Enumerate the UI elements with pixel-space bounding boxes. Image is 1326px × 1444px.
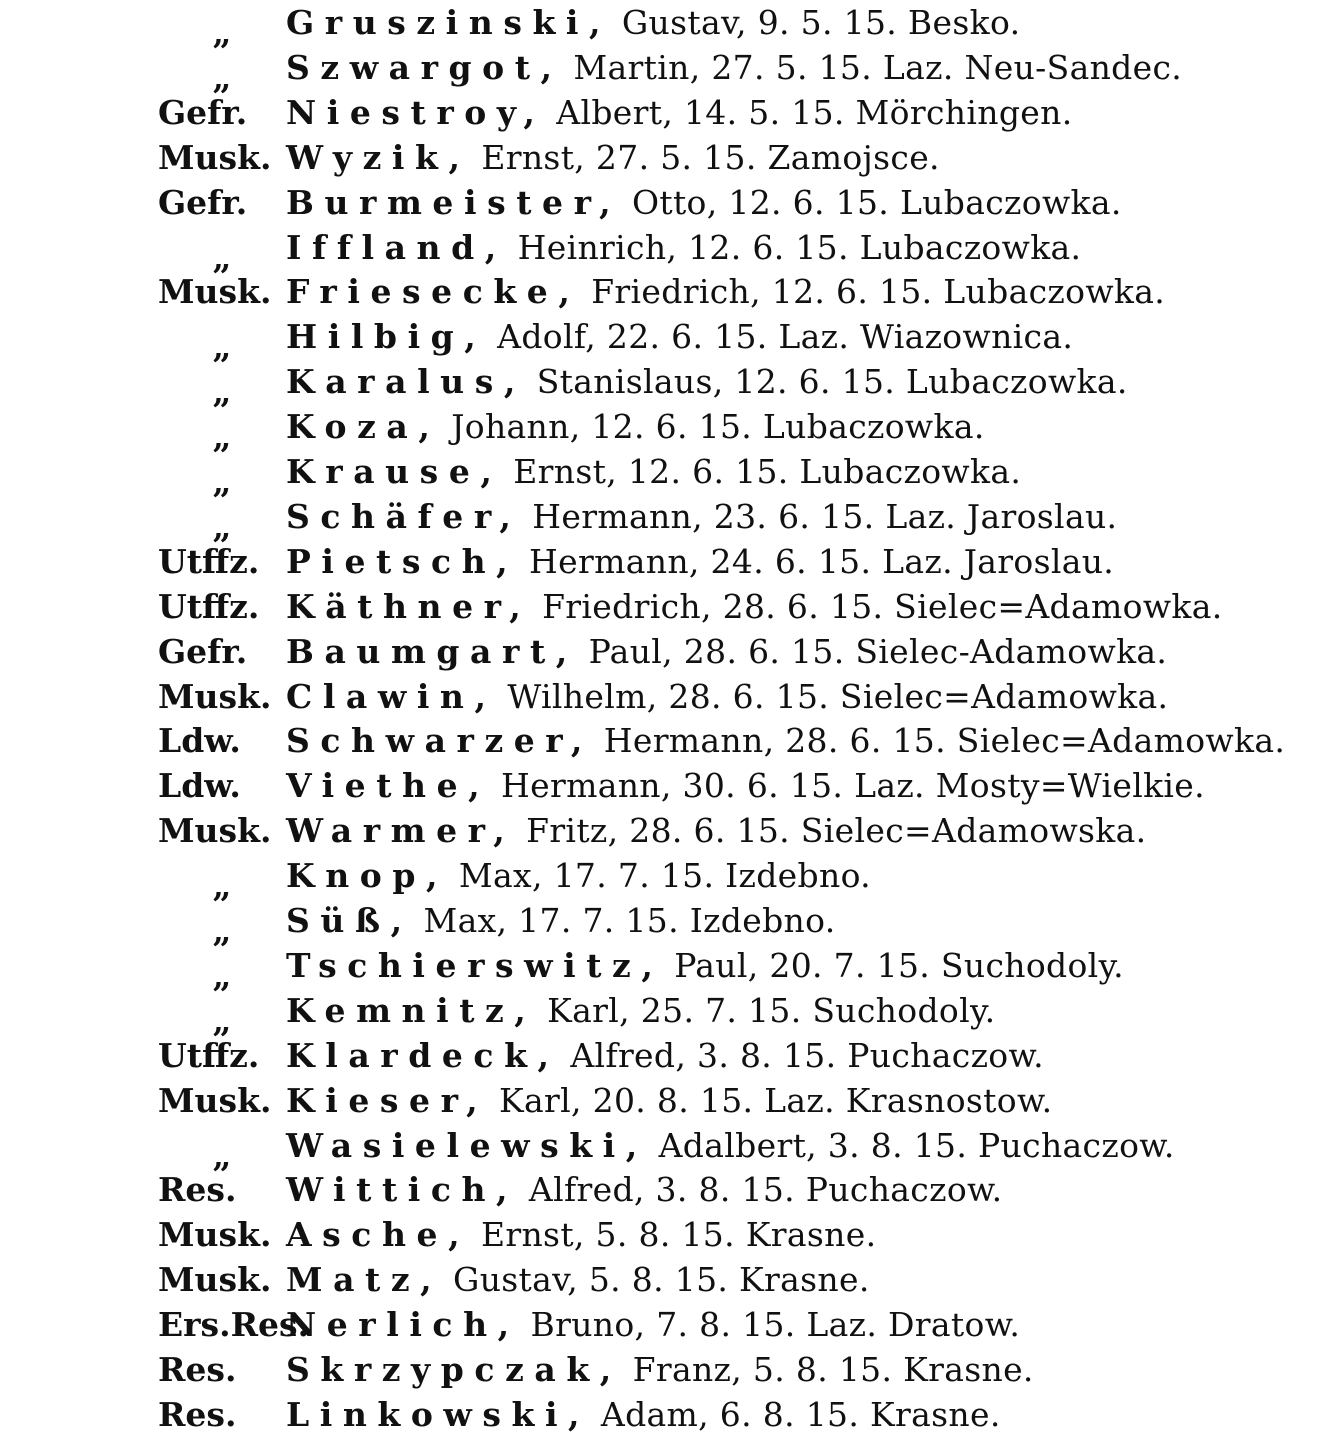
surname: Nerlich, [286,1305,520,1345]
surname: Schwarzer, [286,721,593,761]
roll-entry [158,1123,1175,1175]
rank-label: Ers.Res. [158,1305,310,1345]
roll-entry [158,763,1205,808]
entry-details: Franz, 5. 8. 15. Krasne. [621,1350,1034,1389]
rank-label: „ [212,506,232,546]
roll-entry [158,1212,876,1257]
entry-details: Max, 17. 7. 15. Izdebno. [448,856,872,896]
surname: Wyzik, [286,137,471,177]
rank-label: „ [212,866,232,906]
entry-details: Paul, 20. 7. 15. Suchodoly. [663,945,1124,985]
roll-entry [158,1033,1044,1078]
rank-label: Musk. [158,1080,272,1120]
surname: Kieser, [286,1080,489,1120]
roll-entry [158,180,1122,225]
entry-details: Heinrich, 12. 6. 15. Lubaczowka. [506,227,1082,267]
surname: Tschierswitz, [286,945,664,985]
rank-label: Musk. [158,811,272,851]
rank-label: „ [212,57,232,97]
roll-entry [158,1078,1052,1123]
entry-details: Karl, 20. 8. 15. Laz. Krasnostow. [488,1080,1053,1120]
surname: Koza, [286,407,441,447]
rank-label: „ [212,372,232,412]
roll-entry [158,853,872,906]
roll-entry [158,808,1146,853]
entry-details: Adolf, 22. 6. 15. Laz. Wiazownica. [486,317,1074,357]
surname: Friesecke, [286,272,581,312]
rank-label: Musk. [158,1260,272,1300]
surname: Warmer, [286,811,516,851]
rank-label: Ldw. [158,721,241,761]
rank-label: Musk. [158,272,272,312]
roll-entry [158,404,985,457]
surname: Skrzypczak, [286,1350,622,1389]
entry-details: Ernst, 27. 5. 15. Zamojsce. [470,137,940,177]
rank-label: Musk. [158,137,272,177]
entry-details: Albert, 14. 5. 15. Mörchingen. [545,92,1073,132]
roll-entry [158,359,1128,412]
rank-label: Res. [158,1350,237,1389]
roll-entry [158,0,1021,52]
roll-entry [158,135,940,180]
entry-details: Hermann, 30. 6. 15. Laz. Mosty=Wielkie. [490,766,1205,806]
entry-details: Paul, 28. 6. 15. Sielec-Adamowka. [577,631,1168,671]
rank-label: „ [212,1135,232,1175]
surname: Viethe, [286,766,491,806]
roll-entry [158,45,1183,97]
entry-details: Adam, 6. 8. 15. Krasne. [590,1394,1001,1434]
surname: Clawin, [286,676,497,716]
rank-label: „ [212,13,232,52]
roll-entry [158,943,1124,995]
surname: Asche, [286,1215,471,1255]
entry-details: Alfred, 3. 8. 15. Puchaczow. [518,1170,1003,1210]
rank-label: Gefr. [158,182,248,222]
surname: Käthner, [286,586,532,626]
roll-entry [158,718,1285,763]
entry-details: Adalbert, 3. 8. 15. Puchaczow. [647,1125,1175,1165]
entry-details: Gustav, 9. 5. 15. Besko. [611,3,1021,42]
rank-label: Utffz. [158,586,260,626]
rank-label: „ [212,327,232,367]
roll-entry [158,539,1114,584]
rank-label: Res. [158,1170,237,1210]
surname: Burmeister, [286,182,622,222]
entry-details: Hermann, 28. 6. 15. Sielec=Adamowka. [592,721,1286,761]
surname: Baumgart, [286,631,578,671]
roll-entry [158,898,836,950]
surname: Szwargot, [286,47,563,87]
surname: Pietsch, [286,541,519,581]
surname: Matz, [286,1260,443,1300]
entry-details: Fritz, 28. 6. 15. Sielec=Adamowska. [515,811,1147,851]
roll-entry [158,314,1074,367]
rank-label: Gefr. [158,92,248,132]
surname: Hilbig, [286,317,487,357]
roll-entry [158,269,1165,314]
surname: Karalus, [286,362,526,402]
entry-details: Friedrich, 12. 6. 15. Lubaczowka. [580,272,1166,312]
entry-details: Ernst, 12. 6. 15. Lubaczowka. [502,452,1022,491]
entry-details: Ernst, 5. 8. 15. Krasne. [470,1215,877,1255]
rank-label: Musk. [158,676,272,716]
entry-details: Otto, 12. 6. 15. Lubaczowka. [621,182,1122,222]
roll-entry [158,1257,870,1302]
surname: Gruszinski, [286,3,612,42]
entry-details: Johann, 12. 6. 15. Lubaczowka. [440,407,985,447]
roll-entry [158,225,1082,277]
surname: Wasielewski, [286,1125,648,1165]
roll-entry [158,494,1118,546]
entry-details: Alfred, 3. 8. 15. Puchaczow. [559,1035,1044,1075]
rank-label: „ [212,417,232,457]
surname: Süß, [286,901,413,940]
roll-entry [158,674,1168,719]
entry-details: Wilhelm, 28. 6. 15. Sielec=Adamowka. [496,676,1169,716]
entry-details: Stanislaus, 12. 6. 15. Lubaczowka. [525,362,1128,402]
surname: Wittich, [286,1170,519,1210]
roll-entry [158,1392,1001,1437]
surname: Schäfer, [286,496,522,536]
rank-label: Gefr. [158,631,248,671]
roll-entry [158,584,1223,629]
rank-label: Utffz. [158,1035,260,1075]
entry-details: Hermann, 23. 6. 15. Laz. Jaroslau. [521,496,1118,536]
rank-label: Musk. [158,1215,272,1255]
rank-label: „ [212,462,232,501]
surname: Linkowski, [286,1394,591,1434]
entry-details: Friedrich, 28. 6. 15. Sielec=Adamowka. [531,586,1223,626]
rank-label: Utffz. [158,541,260,581]
roll-entry [158,1167,1003,1212]
entry-details: Karl, 25. 7. 15. Suchodoly. [536,990,996,1030]
rank-label: Ldw. [158,766,241,806]
roll-entry [158,988,996,1040]
roll-entry [158,1347,1034,1392]
entry-details: Bruno, 7. 8. 15. Laz. Dratow. [519,1305,1021,1345]
roll-entry [158,449,1022,501]
surname: Knop, [286,856,449,896]
roll-entry [158,90,1073,135]
entry-details: Gustav, 5. 8. 15. Krasne. [442,1260,870,1300]
surname: Klardeck, [286,1035,560,1075]
rank-label: „ [212,955,232,995]
surname: Iffland, [286,227,507,267]
surname: Krause, [286,452,503,491]
entry-details: Hermann, 24. 6. 15. Laz. Jaroslau. [518,541,1115,581]
roll-entry [158,629,1167,674]
roll-entry [158,1302,1020,1347]
entry-details: Martin, 27. 5. 15. Laz. Neu-Sandec. [562,47,1183,87]
entry-details: Max, 17. 7. 15. Izdebno. [412,901,836,940]
rank-label: „ [212,237,232,277]
surname: Kemnitz, [286,990,537,1030]
rank-label: „ [212,911,232,950]
rank-label: „ [212,1000,232,1040]
rank-label: Res. [158,1394,237,1434]
surname: Niestroy, [286,92,546,132]
